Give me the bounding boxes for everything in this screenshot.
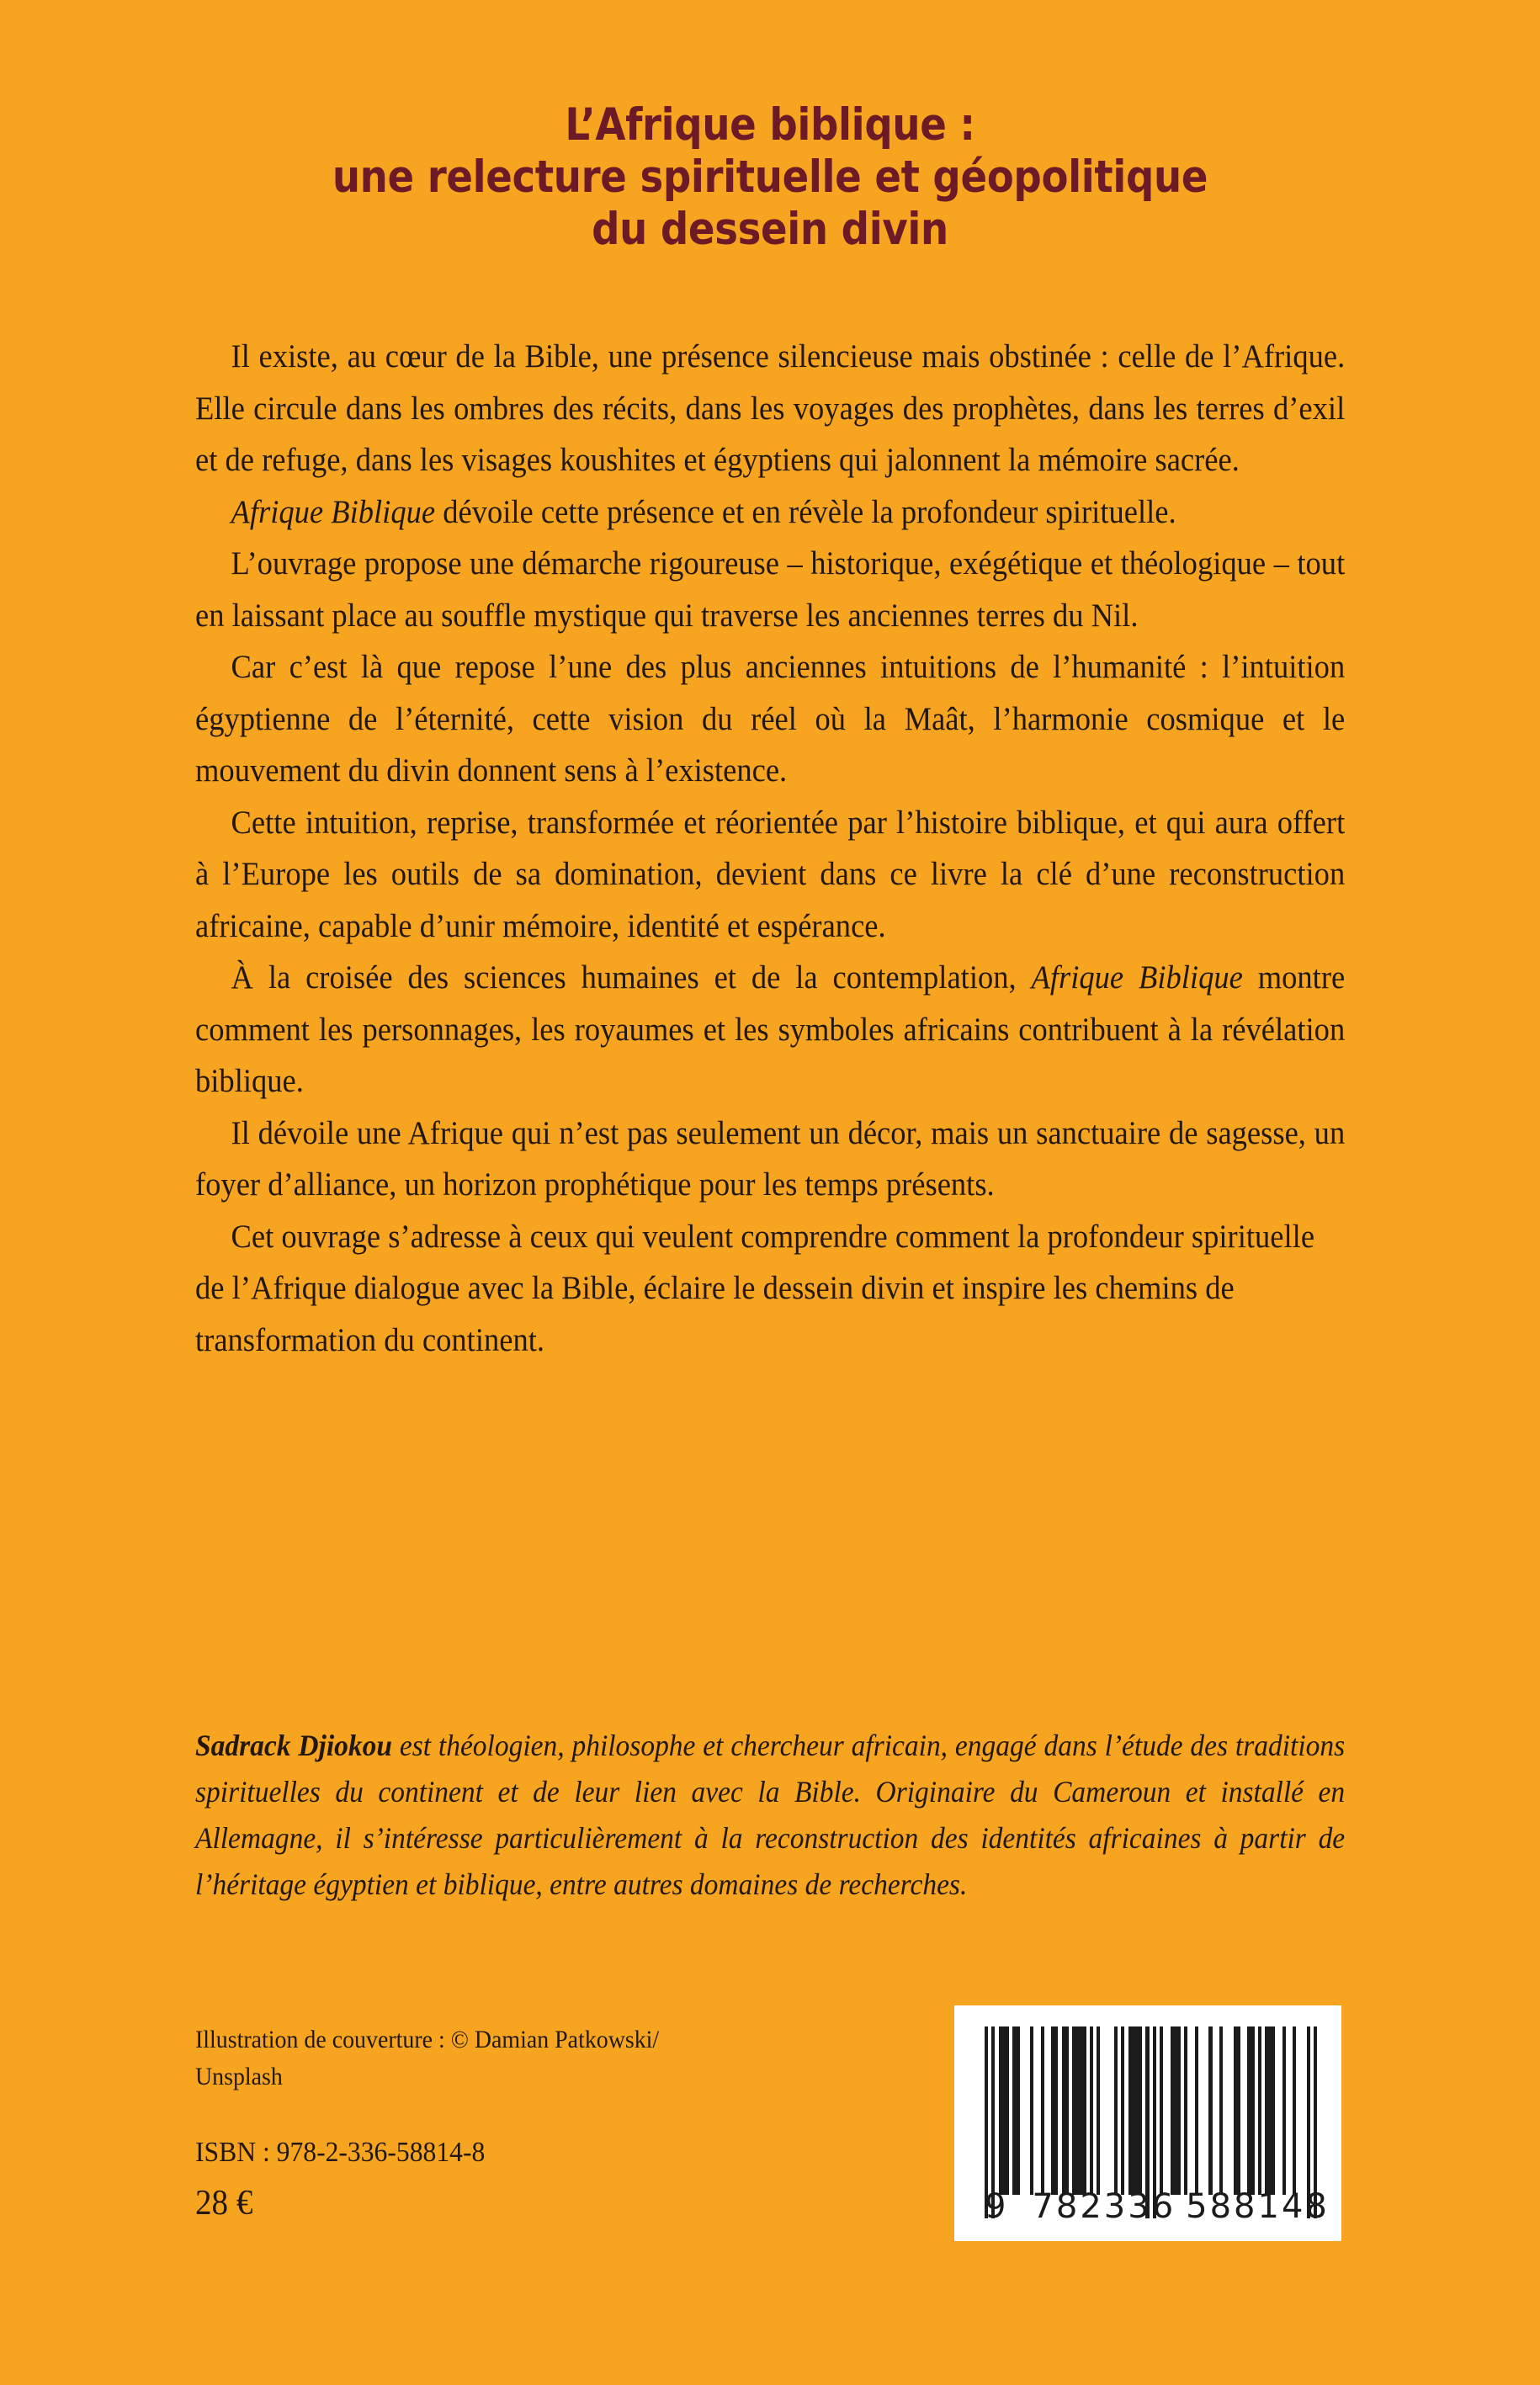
barcode	[954, 2005, 1341, 2241]
author-bio-paragraph	[195, 1723, 1345, 1908]
page-title	[195, 99, 1345, 256]
work-title-italic: Afrique Biblique	[231, 492, 436, 530]
title-line-1: L’Afrique biblique :	[565, 99, 975, 151]
title-line-2: une relecture spirituelle et géopolitique	[332, 151, 1208, 203]
blurb-paragraph-2	[195, 486, 1345, 539]
cover-credit-line-2: Unsplash	[195, 2063, 283, 2090]
price-text: 28 €	[195, 2184, 253, 2223]
blurb-paragraph-5: Cette intuition, reprise, transformée et réorientée par l’histoire biblique, et qui aura offert à l’Europe les outils de sa domination, devient dans ce livre la clé d’une reconstruction africaine, capable d’unir mémoire, identité et espérance.	[195, 803, 1346, 944]
blurb-paragraph-2-rest: dévoile cette présence et en révèle la profondeur spirituelle.	[435, 492, 1176, 530]
blurb-paragraph-7: Il dévoile une Afrique qui n’est pas seulement un décor, mais un sanctuaire de sagesse, un foyer d’alliance, un horizon prophétique pour les temps présents.	[195, 1113, 1346, 1203]
cover-credit-line-1: Illustration de couverture : © Damian Patkowski/	[195, 2026, 660, 2053]
cover-illustration-credit	[195, 2021, 759, 2096]
isbn-text: ISBN : 978-2-336-58814-8	[195, 2137, 486, 2168]
blurb-paragraph-8: Cet ouvrage s’adresse à ceux qui veulent comprendre comment la profondeur spirituelle de l’Afrique dialogue avec la Bible, éclaire le dessein divin et inspire les chemins de transformation du continent.	[195, 1217, 1315, 1358]
blurb-paragraph-3: L’ouvrage propose une démarche rigoureuse – historique, exégétique et théologique – tout en laissant place au souffle mystique qui traverse les anciennes terres du Nil.	[195, 544, 1346, 634]
barcode-bars	[985, 2026, 1318, 2195]
barcode-number	[985, 2187, 1330, 2226]
barcode-group-left: 782336	[1032, 2187, 1176, 2226]
blurb-paragraph-4: Car c’est là que repose l’une des plus anciennes intuitions de l’humanité : l’intuition égyptienne de l’éternité, cette vision du réel où la Maât, l’harmonie cosmique et le mouvement du divin donnent sens à l’existence.	[195, 648, 1346, 789]
blurb-text	[195, 331, 1345, 1366]
blurb-paragraph-1: Il existe, au cœur de la Bible, une présence silencieuse mais obstinée : celle de l’Afrique. Elle circule dans les ombres des récits, dans les voyages des prophètes, dans les terres d’exil et de refuge, dans les visages koushites et égyptiens qui jalonnent la mémoire sacrée.	[195, 337, 1346, 478]
blurb-paragraph-6	[195, 952, 1345, 1108]
author-bio	[195, 1723, 1345, 1908]
barcode-group-right: 588148	[1186, 2187, 1330, 2226]
author-name: Sadrack Djiokou	[195, 1729, 392, 1762]
title-line-3: du dessein divin	[592, 204, 948, 255]
blurb-paragraph-6-before: À la croisée des sciences humaines et de la contemplation,	[231, 959, 1032, 996]
blurb-paragraph-6-after: montre comment les personnages, les royaumes et les symboles africains contribuent à la révélation biblique.	[195, 959, 1346, 1099]
author-bio-text: est théologien, philosophe et chercheur africain, engagé dans l’étude des traditions spirituelles du continent et de leur lien avec la Bible. Originaire du Cameroun et installé en Allemagne, il s’intéresse particulièrement à la reconstruction des identités africaines à partir de l’héritage égyptien et biblique, entre autres domaines de recherches.	[195, 1729, 1346, 1901]
barcode-lead-digit: 9	[985, 2187, 1009, 2226]
work-title-italic-2: Afrique Biblique	[1031, 959, 1243, 996]
